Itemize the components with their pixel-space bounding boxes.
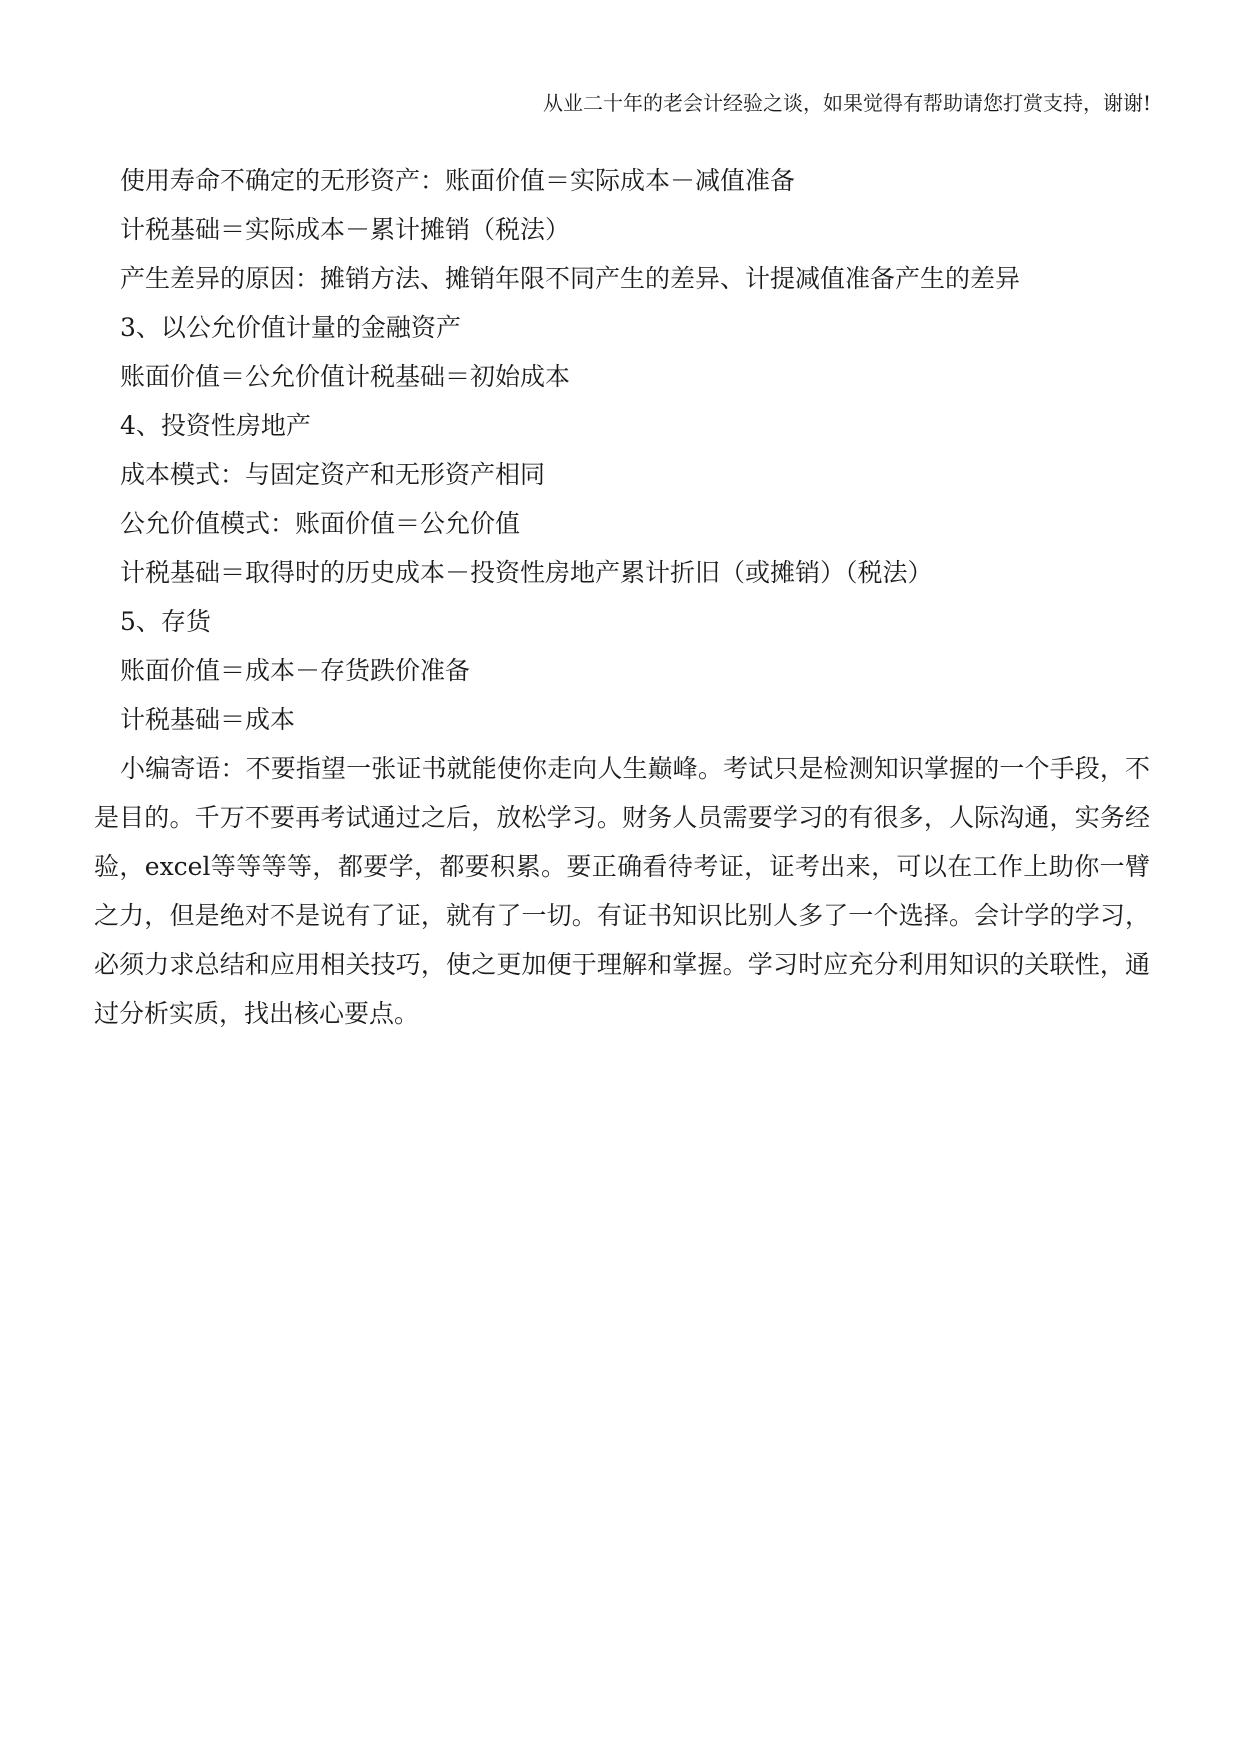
section-heading-inventory: 5、存货 — [120, 607, 211, 636]
document-body — [94, 156, 1150, 1038]
closing-paragraph: 小编寄语：不要指望一张证书就能使你走向人生巅峰。考试只是检测知识掌握的一个手段，不是目的。千万不要再考试通过之后，放松学习。财务人员需要学习的有很多，人际沟通，实务经验，excel等等等等，都要学，都要积累。要正确看待考证，证考出来，可以在工作上助你一臂之力，但是绝对不是说有了证，就有了一切。有证书知识比别人多了一个选择。会计学的学习，必须力求总结和应用相关技巧，使之更加便于理解和掌握。学习时应充分利用知识的关联性，通过分析实质，找出核心要点。 — [94, 754, 1150, 1028]
text-line-cost-model: 成本模式：与固定资产和无形资产相同 — [120, 460, 546, 489]
section-heading-financial-assets: 3、以公允价值计量的金融资产 — [120, 313, 461, 342]
text-line-inventory-book-value: 账面价值＝成本－存货跌价准备 — [120, 656, 471, 685]
text-line-fair-value-model: 公允价值模式：账面价值＝公允价值 — [120, 509, 521, 538]
text-line-investment-property-tax-basis: 计税基础＝取得时的历史成本－投资性房地产累计折旧（或摊销）（税法） — [120, 558, 933, 587]
text-line-tax-basis-amortization: 计税基础＝实际成本－累计摊销（税法） — [120, 215, 571, 244]
text-line-intangible-indefinite: 使用寿命不确定的无形资产：账面价值＝实际成本－减值准备 — [120, 166, 796, 195]
text-line-fair-value-book-value: 账面价值＝公允价值计税基础＝初始成本 — [120, 362, 571, 391]
section-heading-investment-property: 4、投资性房地产 — [120, 411, 311, 440]
text-line-inventory-tax-basis: 计税基础＝成本 — [120, 705, 296, 734]
text-line-difference-reason: 产生差异的原因：摊销方法、摊销年限不同产生的差异、计提减值准备产生的差异 — [120, 264, 1021, 293]
page-header-tagline: 从业二十年的老会计经验之谈，如果觉得有帮助请您打赏支持，谢谢! — [542, 91, 1151, 115]
